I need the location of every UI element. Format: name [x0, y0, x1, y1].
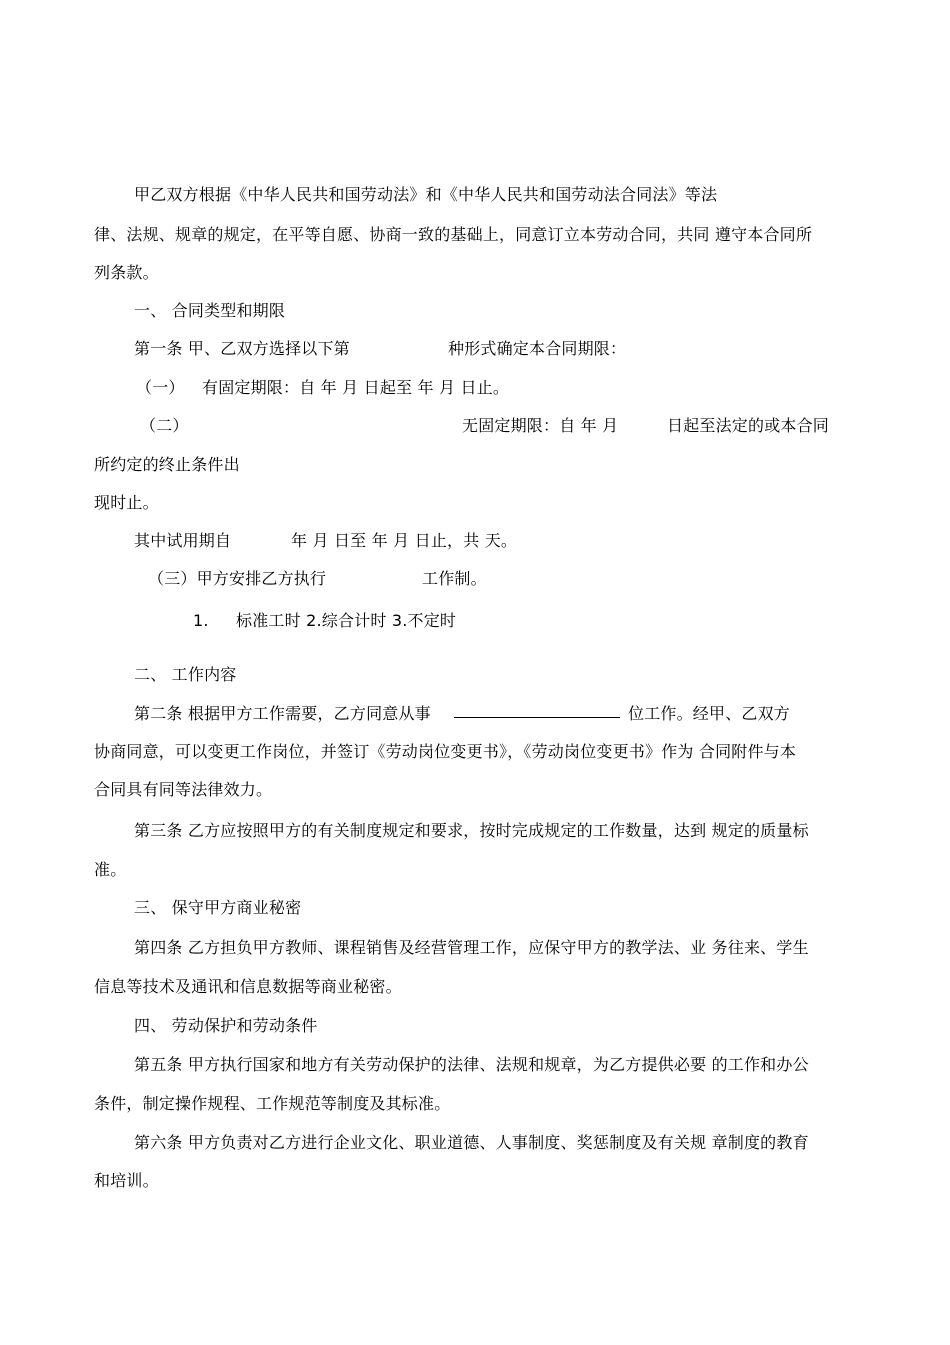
article-4-line-2: 信息等技术及通讯和信息数据等商业秘密。 [94, 977, 402, 996]
position-blank-line [454, 703, 620, 718]
option-2-text-a: 无固定期限：自 年 月 [462, 416, 619, 435]
preamble-line-3: 列条款。 [94, 263, 159, 282]
option-3-text-a: （三）甲方安排乙方执行 [148, 569, 327, 588]
section-1-heading: 一、 合同类型和期限 [134, 301, 286, 320]
probation-label: 其中试用期自 [134, 531, 232, 550]
article-2-line-3: 合同具有同等法律效力。 [94, 780, 273, 799]
option-2-text-b: 日起至法定的或本合同 [667, 416, 830, 435]
article-5-line-2: 条件，制定操作规程、工作规范等制度及其标准。 [94, 1094, 451, 1113]
option-2-marker: （二） [140, 416, 189, 435]
article-2-line-2: 协商同意，可以变更工作岗位，并签订《劳动岗位变更书》，《劳动岗位变更书》作为 合同附件与本 [94, 742, 797, 761]
probation-dates: 年 月 日至 年 月 日止，共 天。 [291, 531, 518, 550]
option-1-marker: （一） [136, 378, 185, 397]
section-2-heading: 二、 工作内容 [134, 665, 237, 684]
work-hours-number: 1. [193, 611, 209, 630]
article-3-line-1: 第三条 乙方应按照甲方的有关制度规定和要求，按时完成规定的工作数量，达到 规定的质量标 [134, 821, 809, 840]
option-2-text-c: 所约定的终止条件出 [94, 455, 240, 474]
article-4-line-1: 第四条 乙方担负甲方教师、课程销售及经营管理工作，应保守甲方的教学法、业 务往来、学生 [134, 938, 809, 957]
section-3-heading: 三、 保守甲方商业秘密 [134, 898, 302, 917]
article-3-line-2: 准。 [94, 860, 127, 879]
article-1-part-a: 第一条 甲、乙双方选择以下第 [134, 339, 350, 358]
option-1-text: 有固定期限：自 年 月 日起至 年 月 日止。 [202, 378, 510, 397]
option-3-text-b: 工作制。 [422, 569, 487, 588]
article-2-line-1-a: 第二条 根据甲方工作需要，乙方同意从事 [134, 704, 431, 723]
article-6-line-2: 和培训。 [94, 1171, 159, 1190]
article-1-part-b: 种形式确定本合同期限： [448, 339, 627, 358]
option-2-text-d: 现时止。 [94, 493, 159, 512]
preamble-line-2: 律、法规、规章的规定，在平等自愿、协商一致的基础上，同意订立本劳动合同，共同 遵守本合同所 [94, 225, 813, 244]
article-2-line-1-b: 位工作。经甲、乙双方 [628, 704, 791, 723]
article-6-line-1: 第六条 甲方负责对乙方进行企业文化、职业道德、人事制度、奖惩制度及有关规 章制度的教育 [134, 1133, 809, 1152]
section-4-heading: 四、 劳动保护和劳动条件 [134, 1016, 318, 1035]
work-hours-options: 标准工时 2.综合计时 3.不定时 [236, 611, 457, 630]
article-5-line-1: 第五条 甲方执行国家和地方有关劳动保护的法律、法规和规章，为乙方提供必要 的工作和办公 [134, 1055, 809, 1074]
preamble-line-1: 甲乙双方根据《中华人民共和国劳动法》和《中华人民共和国劳动法合同法》等法 [134, 185, 718, 204]
